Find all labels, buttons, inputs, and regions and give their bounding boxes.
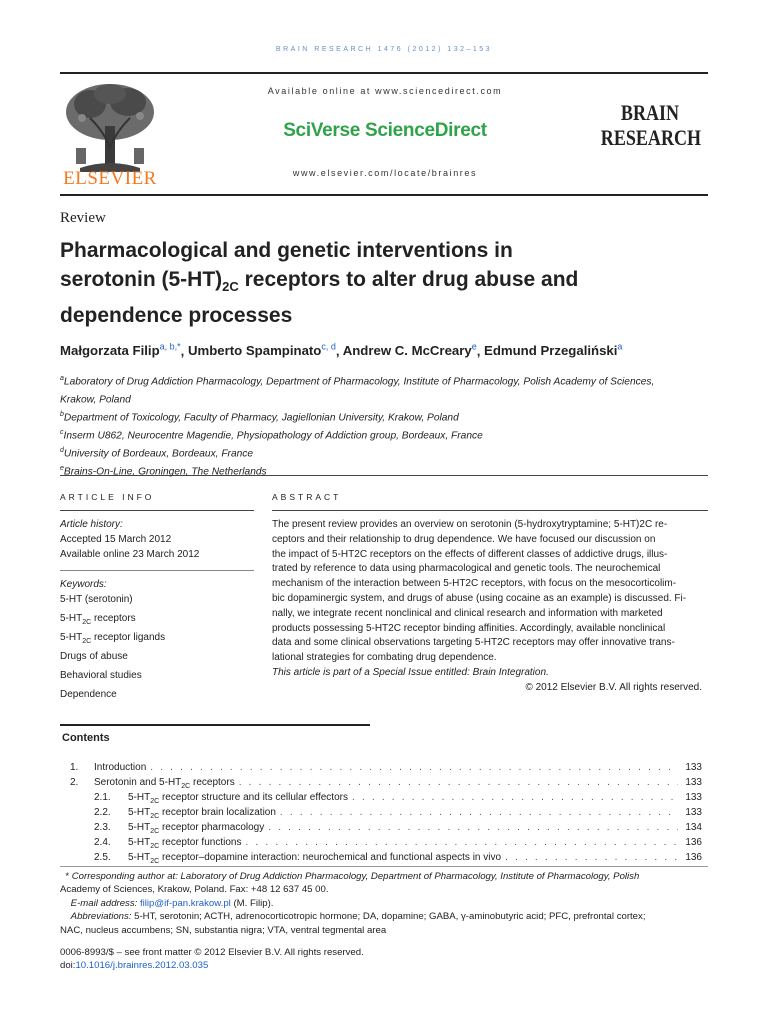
- email-link[interactable]: filip@if-pan.krakow.pl: [140, 897, 231, 909]
- contents-heading: Contents: [62, 732, 110, 744]
- abstract-line: The present review provides an overview on serotonin (5-hydroxytryptamine; 5-HT)2C re-: [272, 519, 668, 530]
- contents-rule: [60, 724, 370, 726]
- title-line3: dependence processes: [60, 304, 293, 328]
- abstract-line: lational strategies for combating drug dependence.: [272, 652, 497, 664]
- journal-name: [600, 100, 702, 150]
- keyword: Behavioral studies: [60, 670, 142, 681]
- corresponding-author: * Corresponding author at: Laboratory of Drug Addiction Pharmacology, Department of Pharmacology, Institute of Pharmacology, Polish: [60, 871, 640, 882]
- journal-name-line2: RESEARCH: [600, 125, 702, 150]
- article-title: [60, 236, 680, 330]
- keyword: $5-HT_{2C}$ receptor ligands: [60, 632, 166, 645]
- affiliation: $^c$Inserm U862, Neurocentre Magendie, Physiopathology of Addiction group, Bordeaux, France: [60, 428, 483, 442]
- affiliation: $^a$Laboratory of Drug Addiction Pharmacology, Department of Pharmacology, Institute of Pharmacology, Polish Academy of Sciences,: [60, 375, 655, 388]
- copyright: © 2012 Elsevier B.V. All rights reserved.: [525, 681, 702, 693]
- affiliation: Krakow, Poland: [60, 394, 131, 406]
- keyword: Drugs of abuse: [60, 651, 128, 662]
- toc-entry[interactable]: 2.3. $5-HT_{2C}$ receptor pharmacology . . . 134: [70, 822, 702, 835]
- abbreviations: Abbreviations: 5-HT, serotonin; ACTH, adrenocorticotropic hormone; DA, dopamine; GABA, γ-aminobutyric acid; PFC, prefrontal cortex;: [70, 911, 646, 923]
- special-issue-note: This article is part of a Special Issue entitled: Brain Integration.: [272, 666, 549, 678]
- footnote-rule: [60, 866, 708, 867]
- keywords: Keywords: 5-HT (serotonin) $5-HT_{2C}$ receptors $5-HT_{2C}$ receptor ligands Drugs of abuse Behavioral studies Dependence: [60, 577, 260, 706]
- keyword: $5-HT_{2C}$ receptors: [60, 613, 136, 626]
- toc-entry[interactable]: 2.2. $5-HT_{2C}$ receptor brain localization . . . 133: [70, 807, 702, 820]
- author[interactable]: Andrew C. McCreary$^e$: [342, 342, 477, 359]
- affiliation: $^b$Department of Toxicology, Faculty of Pharmacy, Jagiellonian University, Krakow, Poland: [60, 410, 459, 424]
- elsevier-wordmark: ELSEVIER: [63, 168, 157, 189]
- doi-line: doi:10.1016/j.brainres.2012.03.035: [60, 960, 209, 972]
- header-top-rule: [60, 72, 708, 74]
- article-info-heading: ARTICLE INFO: [60, 492, 155, 502]
- affiliation: $^d$University of Bordeaux, Bordeaux, France: [60, 446, 254, 460]
- article-history: Article history: Accepted 15 March 2012 Available online 23 March 2012: [60, 519, 200, 560]
- running-header: BRAIN RESEARCH 1476 (2012) 132–153: [275, 46, 493, 53]
- keyword: Dependence: [60, 689, 117, 700]
- toc-entry[interactable]: 2.1. $5-HT_{2C}$ receptor structure and its cellular effectors . . . 133: [70, 792, 702, 805]
- available-online: Available online at www.sciencedirect.com: [267, 86, 503, 96]
- author[interactable]: Edmund Przegaliński$^a$: [484, 342, 623, 359]
- history-rule: [60, 570, 254, 571]
- affiliations: [60, 372, 710, 480]
- toc-entry[interactable]: 1. Introduction . . . 133: [70, 762, 702, 773]
- title-line2: serotonin $(5-HT)_{2C}$ receptors to alter drug abuse and: [60, 268, 579, 295]
- abstract-line: products possessing 5-HT2C receptor binding affinities. Accordingly, available nonclinical: [272, 622, 666, 634]
- abstract-line: data and some clinical observations targeting 5-HT2C receptors may offer innovative trans-: [272, 637, 675, 649]
- sciverse-logo: SciVerse ScienceDirect: [283, 120, 487, 141]
- abbreviations-cont: NAC, nucleus accumbens; SN, substantia nigra; VTA, ventral tegmental area: [60, 924, 387, 936]
- section-divider: [60, 475, 708, 476]
- article-info-rule: [60, 510, 254, 511]
- toc-entry[interactable]: 2.4. $5-HT_{2C}$ receptor functions . . . 136: [70, 837, 702, 850]
- author-list: Małgorzata Filip$^{a, b,*}$, Umberto Spampinato$^{c, d}$, Andrew C. McCreary$^e$, Edmund Przegaliński$^a$: [60, 342, 623, 359]
- footnotes: [60, 870, 708, 937]
- author[interactable]: Małgorzata Filip$^{a, b,*}$: [60, 342, 181, 359]
- email-line: E-mail address: filip@if-pan.krakow.pl (M. Filip).: [70, 897, 274, 909]
- doi-link[interactable]: 10.1016/j.brainres.2012.03.035: [75, 960, 209, 972]
- title-line1: Pharmacological and genetic interventions in: [60, 239, 513, 262]
- issn-block: [60, 946, 708, 973]
- issn-line: 0006-8993/$ – see front matter © 2012 Elsevier B.V. All rights reserved.: [60, 947, 364, 958]
- abstract-line: nally, we integrate recent nonclinical and clinical research and information with marketed: [272, 607, 663, 619]
- abstract-body: [272, 518, 702, 696]
- toc-entry[interactable]: 2. Serotonin and $5-HT_{2C}$ receptors . . . 133: [70, 777, 702, 790]
- corresponding-author-cont: Academy of Sciences, Krakow, Poland. Fax: +48 12 637 45 00.: [60, 884, 329, 896]
- toc-entry[interactable]: 2.5. $5-HT_{2C}$ receptor–dopamine interaction: neurochemical and functional aspects in vivo . . . 136: [70, 852, 702, 865]
- keyword: 5-HT (serotonin): [60, 594, 133, 605]
- journal-name-line1: BRAIN: [620, 100, 680, 125]
- journal-url[interactable]: www.elsevier.com/locate/brainres: [292, 168, 478, 178]
- affiliation: $^e$Brains-On-Line, Groningen, The Netherlands: [60, 464, 267, 478]
- article-type: Review: [60, 210, 106, 226]
- author[interactable]: Umberto Spampinato$^{c, d}$: [188, 342, 336, 359]
- abstract-heading: ABSTRACT: [272, 492, 342, 502]
- header-bottom-rule: [60, 194, 708, 196]
- abstract-line: the impact of 5-HT2C receptors on the effects of different classes of addictive drugs, illus-: [272, 548, 668, 560]
- abstract-rule: [272, 510, 708, 511]
- abstract-line: trated by reference to data using pharmacological and genetic tools. The neurochemical: [272, 563, 661, 575]
- abstract-line: bic dopaminergic system, and drugs of abuse (using cocaine as an example) is discussed. Fi-: [272, 592, 687, 604]
- abstract-line: ceptors and their relationship to drug dependence. We have focused our discussion on: [272, 533, 656, 545]
- abstract-line: mechanism of the interaction between 5-HT2C receptors, with focus on the mesocorticolim-: [272, 578, 677, 590]
